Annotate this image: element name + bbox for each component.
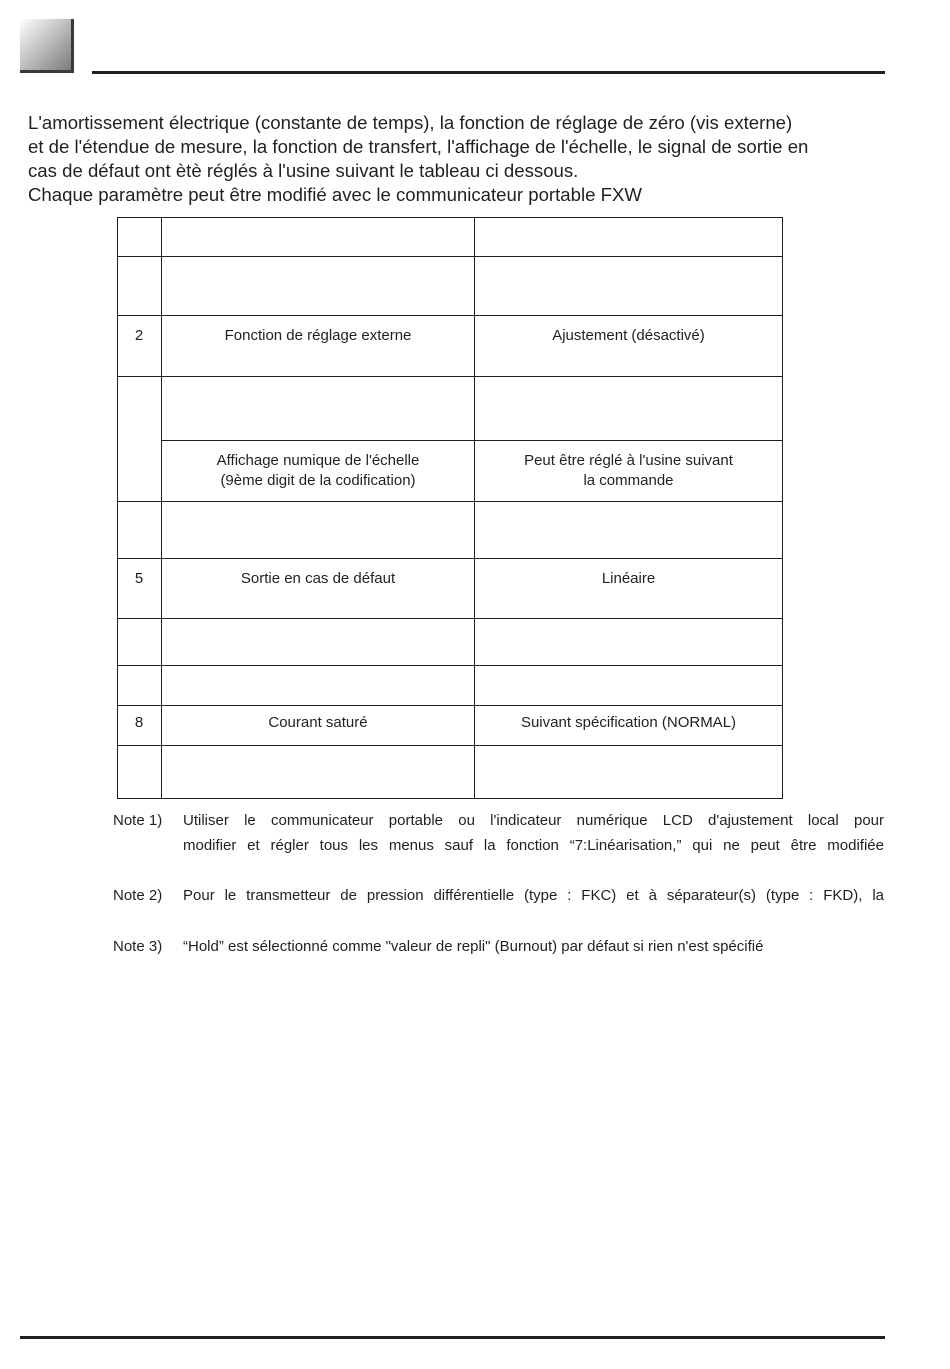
note-label: Note 1) <box>113 812 163 829</box>
setting-cell <box>475 441 782 501</box>
note-line: Pour le transmetteur de pression différentielle (type : FKC) et à séparateur(s) (type : FKD), la <box>183 887 884 904</box>
note-1 <box>113 808 888 860</box>
table-border <box>782 217 783 799</box>
setting-text: Peut être réglé à l'usine suivant la commande <box>524 452 733 489</box>
table-border <box>117 665 783 666</box>
note-line: modifier et régler tous les menus sauf la fonction “7:Linéarisation,” qui ne peut être modifiée <box>183 837 884 854</box>
intro-line: et de l'étendue de mesure, la fonction de transfert, l'affichage de l'échelle, le signal de sortie en <box>28 136 809 157</box>
table-border <box>117 618 783 619</box>
note-text <box>183 883 884 908</box>
table-border <box>117 256 783 257</box>
note-2 <box>113 883 888 909</box>
table-border <box>117 376 783 377</box>
factory-settings-table <box>117 217 783 799</box>
function-text: Affichage numique de l'échelle (9ème digit de la codification) <box>216 452 420 489</box>
note-text <box>183 808 884 858</box>
table-border <box>117 798 783 799</box>
intro-line: Chaque paramètre peut être modifié avec le communicateur portable FXW <box>28 184 642 205</box>
function-cell: Fonction de réglage externe <box>224 326 412 344</box>
note-line: Utiliser le communicateur portable ou l'indicateur numérique LCD d'ajustement local pour <box>183 812 884 829</box>
table-border <box>117 501 783 502</box>
intro-line: cas de défaut ont ètè réglés à l'usine suivant le tableau ci dessous. <box>28 160 579 181</box>
footer-rule <box>20 1336 885 1339</box>
function-cell: Sortie en cas de défaut <box>240 570 396 587</box>
note-label: Note 2) <box>113 887 163 904</box>
table-border <box>117 745 783 746</box>
setting-cell: Linéaire <box>601 570 656 587</box>
setting-cell: Ajustement (désactivé) <box>552 326 705 344</box>
header-rule <box>92 71 885 74</box>
note-3 <box>113 934 888 960</box>
intro-paragraph <box>28 111 898 207</box>
note-text <box>183 934 884 959</box>
setting-cell: Suivant spécification (NORMAL) <box>520 713 737 731</box>
intro-line: L'amortissement électrique (constante de temps), la fonction de réglage de zéro (vis externe) <box>28 112 793 133</box>
function-cell: Courant saturé <box>268 713 368 731</box>
row-number: 8 <box>134 713 144 731</box>
function-cell <box>162 441 474 501</box>
section-marker <box>20 19 74 73</box>
row-number: 2 <box>134 326 144 344</box>
row-number: 5 <box>134 570 144 587</box>
note-line: “Hold” est sélectionné comme "valeur de repli" (Burnout) par défaut si rien n'est spécifié <box>183 938 764 955</box>
table-border <box>117 217 783 218</box>
note-label: Note 3) <box>113 938 163 955</box>
